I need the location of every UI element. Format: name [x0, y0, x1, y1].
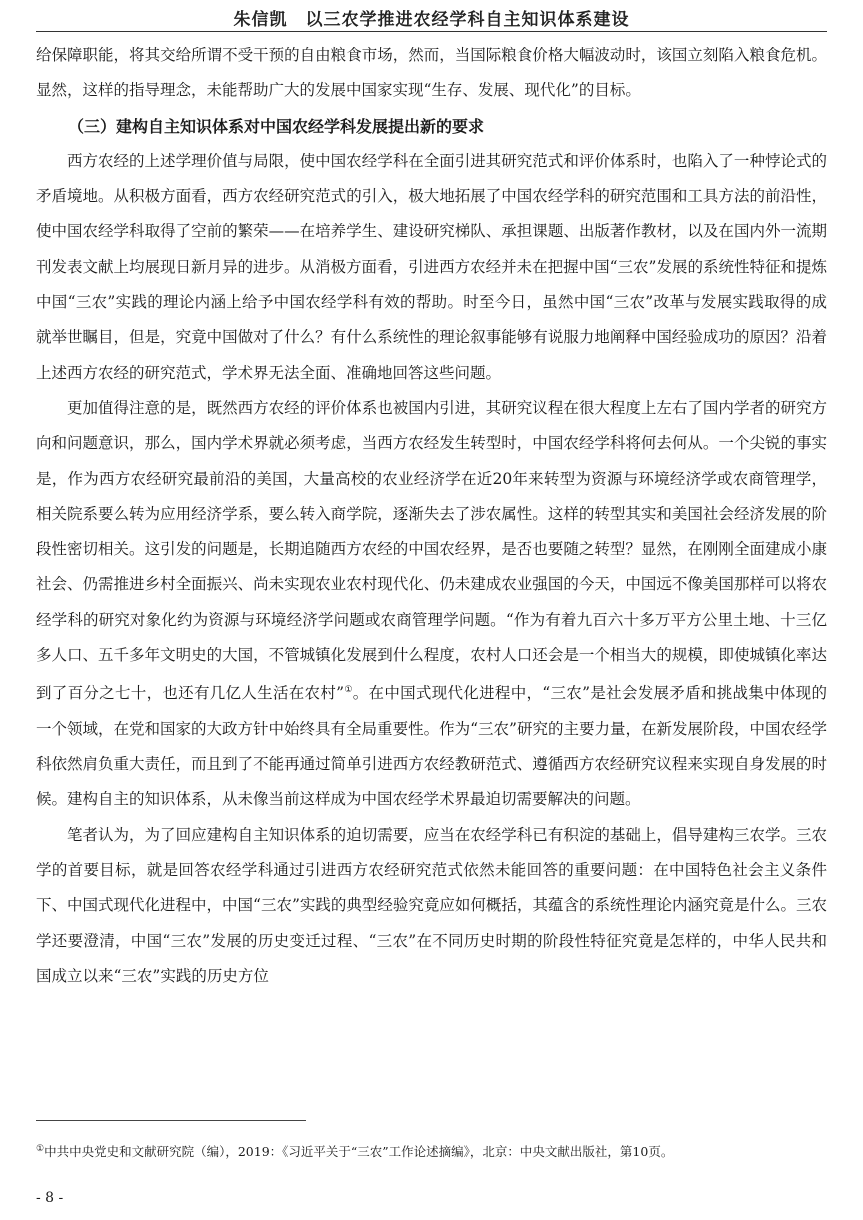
paragraph-1: 给保障职能，将其交给所谓不受干预的自由粮食市场，然而，当国际粮食价格大幅波动时，该国立刻陷入粮食危机。显然，这样的指导理念，未能帮助广大的发展中国家实现“生存、发展、现代化”的目标。	[36, 46, 827, 100]
running-header	[0, 0, 863, 32]
footnote	[36, 1140, 827, 1161]
paragraph-3-part-a: 更加值得注意的是，既然西方农经的评价体系也被国内引进，其研究议程在很大程度上左右了国内学者的研究方向和问题意识，那么，国内学术界就必须考虑，当西方农经发生转型时，中国农经学科将何去何从。一个尖锐的事实是，作为西方农经研究最前沿的美国，大量高校的农业经济学在近20年来转型为资源与环境经济学或农商管理学，相关院系要么转为应用经济学系，要么转入商学院，逐渐失去了涉农属性。这样的转型其实和美国社会经济发展的阶段性密切相关。这引发的问题是，长期追随西方农经的中国农经界，是否也要随之转型？显然，在刚刚全面建成小康社会、仍需推进乡村全面振兴、尚未实现农业农村现代化、仍未建成农业强国的今天，中国远不像美国那样可以将农经学科的研究对象化约为资源与环境经济学问题或农商管理学问题。“作为有着九百六十多万平方公里土地、十三亿多人口、五千多年文明史的大国，不管城镇化发展到什么程度，农村人口还会是一个相当大的规模，即使城镇化率达到了百分之七十，也还有几亿人生活在农村”	[36, 398, 827, 703]
section-heading: （三）建构自主知识体系对中国农经学科发展提出新的要求	[68, 116, 485, 136]
page-number: - 8 -	[36, 1190, 64, 1206]
paragraph-3-part-b: 。在中国式现代化进程中，“三农”是社会发展矛盾和挑战集中体现的一个领域，在党和国家的大政方针中始终具有全局重要性。作为“三农”研究的主要力量，在新发展阶段，中国农经学科依然肩负重大责任，而且到了不能再通过简单引进西方农经教研范式、遵循西方农经研究议程来实现自身发展的时候。建构自主的知识体系，从未像当前这样成为中国农经学术界最迫切需要解决的问题。	[36, 684, 827, 809]
paragraph-3	[36, 391, 827, 818]
footnote-reference[interactable]: ①	[344, 685, 353, 696]
header-title: 朱信凯 以三农学推进农经学科自主知识体系建设	[233, 10, 630, 30]
footnote-text: 中共中央党史和文献研究院（编），2019：《习近平关于“三农”工作论述摘编》，北京：中央文献出版社，第10页。	[44, 1144, 674, 1160]
footnote-mark: ①	[36, 1144, 45, 1154]
paragraph-4: 笔者认为，为了回应建构自主知识体系的迫切需要，应当在农经学科已有积淀的基础上，倡导建构三农学。三农学的首要目标，就是回答农经学科通过引进西方农经研究范式依然未能回答的重要问题：在中国特色社会主义条件下、中国式现代化进程中，中国“三农”实践的典型经验究竟应如何概括，其蕴含的系统性理论内涵究竟是什么。三农学还要澄清，中国“三农”发展的历史变迁过程、“三农”在不同历史时期的阶段性特征究竟是怎样的，中华人民共和国成立以来“三农”实践的历史方位	[36, 825, 827, 985]
header-rule	[36, 31, 827, 32]
paragraph-2: 西方农经的上述学理价值与局限，使中国农经学科在全面引进其研究范式和评价体系时，也陷入了一种悖论式的矛盾境地。从积极方面看，西方农经研究范式的引入，极大地拓展了中国农经学科的研究范围和工具方法的前沿性，使中国农经学科取得了空前的繁荣——在培养学生、建设研究梯队、承担课题、出版著作教材，以及在国内外一流期刊发表文献上均展现日新月异的进步。从消极方面看，引进西方农经并未在把握中国“三农”发展的系统性特征和提炼中国“三农”实践的理论内涵上给予中国农经学科有效的帮助。时至今日，虽然中国“三农”改革与发展实践取得的成就举世瞩目，但是，究竟中国做对了什么？有什么系统性的理论叙事能够有说服力地阐释中国经验成功的原因？沿着上述西方农经的研究范式，学术界无法全面、准确地回答这些问题。	[36, 151, 827, 382]
footnote-divider	[36, 1120, 306, 1121]
article-body	[36, 38, 827, 994]
